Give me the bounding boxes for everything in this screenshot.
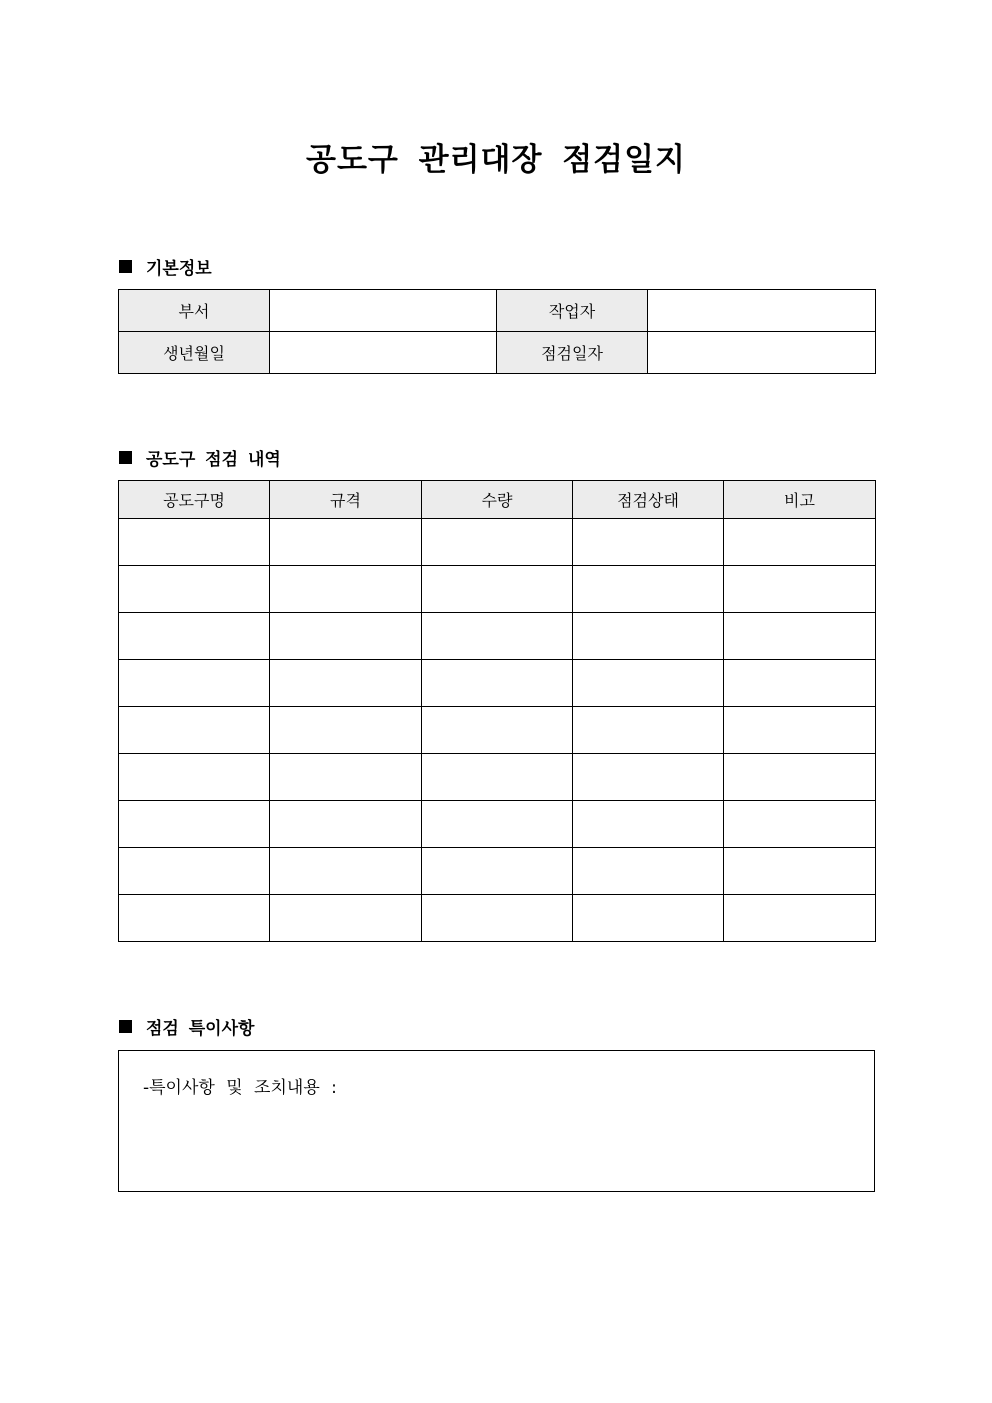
status-cell[interactable]: [573, 519, 724, 566]
birthdate-field[interactable]: [270, 332, 497, 374]
remarks-cell[interactable]: [724, 519, 876, 566]
column-header-tool-name: 공도구명: [119, 481, 270, 519]
spec-cell[interactable]: [270, 801, 422, 848]
spec-cell[interactable]: [270, 754, 422, 801]
table-row: [119, 290, 876, 332]
column-header-remarks: 비고: [724, 481, 876, 519]
tool-name-cell[interactable]: [119, 566, 270, 613]
basic-info-table: [118, 289, 876, 374]
inspection-date-field[interactable]: [648, 332, 876, 374]
status-cell[interactable]: [573, 801, 724, 848]
section-heading-label: 공도구 점검 내역: [146, 450, 281, 470]
birthdate-label: 생년월일: [119, 332, 270, 374]
table-row: [119, 332, 876, 374]
table-row: [119, 519, 876, 566]
quantity-cell[interactable]: [422, 754, 573, 801]
column-header-quantity: 수량: [422, 481, 573, 519]
section-heading-inspection: [119, 445, 281, 470]
remarks-cell[interactable]: [724, 613, 876, 660]
status-cell[interactable]: [573, 895, 724, 942]
tool-name-cell[interactable]: [119, 613, 270, 660]
status-cell[interactable]: [573, 566, 724, 613]
quantity-cell[interactable]: [422, 707, 573, 754]
notes-prompt: -특이사항 및 조치내용 :: [143, 1078, 337, 1098]
tool-name-cell[interactable]: [119, 660, 270, 707]
department-label: 부서: [119, 290, 270, 332]
status-cell[interactable]: [573, 754, 724, 801]
spec-cell[interactable]: [270, 895, 422, 942]
spec-cell[interactable]: [270, 707, 422, 754]
status-cell[interactable]: [573, 660, 724, 707]
quantity-cell[interactable]: [422, 660, 573, 707]
tool-table-body: [119, 519, 876, 942]
worker-field[interactable]: [648, 290, 876, 332]
section-heading-label: 기본정보: [146, 259, 212, 279]
column-header-spec: 규격: [270, 481, 422, 519]
remarks-cell[interactable]: [724, 848, 876, 895]
tool-name-cell[interactable]: [119, 801, 270, 848]
spec-cell[interactable]: [270, 566, 422, 613]
remarks-cell[interactable]: [724, 707, 876, 754]
table-row: [119, 660, 876, 707]
table-row: [119, 848, 876, 895]
notes-textarea[interactable]: [118, 1050, 875, 1192]
spec-cell[interactable]: [270, 848, 422, 895]
square-bullet-icon: [119, 451, 132, 464]
worker-label: 작업자: [497, 290, 648, 332]
quantity-cell[interactable]: [422, 613, 573, 660]
spec-cell[interactable]: [270, 613, 422, 660]
square-bullet-icon: [119, 260, 132, 273]
remarks-cell[interactable]: [724, 895, 876, 942]
tool-name-cell[interactable]: [119, 754, 270, 801]
status-cell[interactable]: [573, 707, 724, 754]
status-cell[interactable]: [573, 848, 724, 895]
page-title: 공도구 관리대장 점검일지: [306, 142, 686, 178]
spec-cell[interactable]: [270, 519, 422, 566]
remarks-cell[interactable]: [724, 566, 876, 613]
remarks-cell[interactable]: [724, 801, 876, 848]
square-bullet-icon: [119, 1020, 132, 1033]
quantity-cell[interactable]: [422, 801, 573, 848]
table-header-row: [119, 481, 876, 519]
status-cell[interactable]: [573, 613, 724, 660]
inspection-date-label: 점검일자: [497, 332, 648, 374]
spec-cell[interactable]: [270, 660, 422, 707]
section-heading-basic-info: [119, 254, 212, 279]
quantity-cell[interactable]: [422, 566, 573, 613]
quantity-cell[interactable]: [422, 848, 573, 895]
tool-inspection-table: [118, 480, 876, 942]
tool-name-cell[interactable]: [119, 519, 270, 566]
section-heading-label: 점검 특이사항: [146, 1019, 255, 1039]
table-row: [119, 707, 876, 754]
department-field[interactable]: [270, 290, 497, 332]
section-heading-notes: [119, 1014, 254, 1039]
table-row: [119, 801, 876, 848]
quantity-cell[interactable]: [422, 519, 573, 566]
column-header-status: 점검상태: [573, 481, 724, 519]
remarks-cell[interactable]: [724, 754, 876, 801]
table-row: [119, 754, 876, 801]
tool-name-cell[interactable]: [119, 707, 270, 754]
tool-name-cell[interactable]: [119, 848, 270, 895]
table-row: [119, 895, 876, 942]
remarks-cell[interactable]: [724, 660, 876, 707]
quantity-cell[interactable]: [422, 895, 573, 942]
tool-name-cell[interactable]: [119, 895, 270, 942]
table-row: [119, 566, 876, 613]
table-row: [119, 613, 876, 660]
